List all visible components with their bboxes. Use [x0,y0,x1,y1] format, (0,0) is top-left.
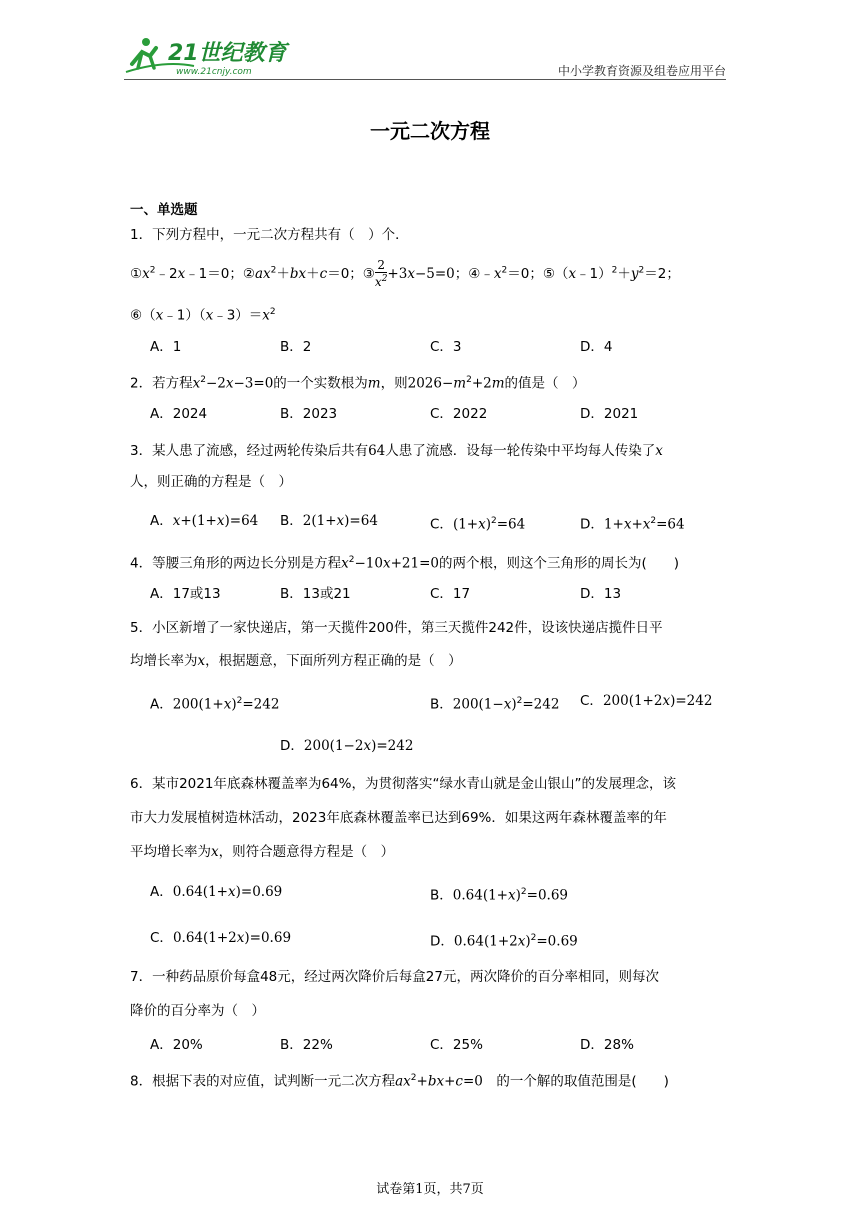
q3-option-b[interactable]: B．2(1+x)=64 [280,513,378,529]
header-divider [124,79,726,80]
q5-option-a[interactable]: A．$200(1+x)^2=242$ [150,696,280,713]
q7-option-b[interactable]: B．22% [280,1037,333,1053]
q7-option-d[interactable]: D．28% [580,1037,634,1053]
q5-stem-line1: 5．小区新增了一家快递店，第一天揽件200件，第三天揽件242件，设该快递店揽件日平 [130,620,663,636]
q1-option-d[interactable]: D．4 [580,339,613,355]
q8-stem: 8．根据下表的对应值，试判断一元二次方程$ax^2+bx+c=0$ 的一个解的取值范围是( ) [130,1073,669,1090]
q6-option-c[interactable]: C．0.64(1+2x)=0.69 [150,930,292,946]
q6-option-d[interactable]: D．$0.64(1+2x)^2=0.69$ [430,933,578,950]
q2-option-d[interactable]: D．2021 [580,406,639,422]
q7-stem-line2: 降价的百分率为（ ） [130,1003,265,1019]
q3-option-a[interactable]: A．x+(1+x)=64 [150,513,259,529]
q5-option-c[interactable]: C．200(1+2x)=242 [580,693,713,709]
q5-option-b[interactable]: B．$200(1-x)^2=242$ [430,696,560,713]
q5-option-d[interactable]: D．200(1−2x)=242 [280,738,414,754]
q6-stem-line1: 6．某市2021年底森林覆盖率为64%，为贯彻落实“绿水青山就是金山银山”的发展理念，该 [130,776,676,792]
q4-option-d[interactable]: D．13 [580,586,622,602]
q4-stem: 4．等腰三角形的两边长分别是方程$x^2-10x+21=0$的两个根，则这个三角形的周长为( ) [130,555,680,572]
q1-option-c[interactable]: C．3 [430,339,462,355]
q4-option-c[interactable]: C．17 [430,586,471,602]
q3-stem-line1: 3．某人患了流感，经过两轮传染后共有64人患了流感．设每一轮传染中平均每人传染了x [130,443,663,459]
page-title: 一元二次方程 [370,119,490,143]
q7-option-a[interactable]: A．20% [150,1037,203,1053]
site-logo [124,34,294,78]
q3-option-c[interactable]: C．$(1+x)^2=64$ [430,516,526,533]
logo-text: 21世纪教育 [168,41,287,66]
q2-option-b[interactable]: B．2023 [280,406,338,422]
q3-stem-line2: 人，则正确的方程是（ ） [130,474,292,490]
q1-option-a[interactable]: A．1 [150,339,182,355]
q6-option-a[interactable]: A．0.64(1+x)=0.69 [150,884,283,900]
q7-option-c[interactable]: C．25% [430,1037,483,1053]
q1-equations-line2: $⑥(x﹣1)(x﹣3)=x^2$ [130,307,276,324]
page-footer: 试卷第1页，共7页 [376,1182,484,1197]
q6-option-b[interactable]: B．$0.64(1+x)^2=0.69$ [430,887,569,904]
q7-stem-line1: 7．一种药品原价每盒48元，经过两次降价后每盒27元，两次降价的百分率相同，则每次 [130,969,659,985]
q5-stem-line2: 均增长率为x，根据题意，下面所列方程正确的是（ ） [130,653,462,669]
q3-option-d[interactable]: D．$1+x+x^2=64$ [580,516,685,533]
q6-stem-line3: 平均增长率为x，则符合题意得方程是（ ） [130,844,395,860]
q2-option-a[interactable]: A．2024 [150,406,208,422]
q2-option-c[interactable]: C．2022 [430,406,488,422]
q4-option-a[interactable]: A．17或13 [150,586,221,602]
q4-option-b[interactable]: B．13或21 [280,586,351,602]
logo-url: www.21cnjy.com [176,67,252,77]
q1-equations-line1: $①x^2﹣2x﹣1=0$；$②ax^2+bx+c=0$；③ $\frac{2}{x^2}$ +3x−5=0；$④﹣x^2=0$；$⑤(x﹣1)^2+y^2=2$； [130,258,680,289]
section-heading: 一、单选题 [130,202,198,218]
q1-option-b[interactable]: B．2 [280,339,312,355]
q1-stem: 1．下列方程中，一元二次方程共有（ ）个． [130,227,409,243]
platform-name: 中小学教育资源及组卷应用平台 [557,64,726,78]
q6-stem-line2: 市大力发展植树造林活动，2023年底森林覆盖率已达到69%．如果这两年森林覆盖率的年 [130,810,667,826]
q2-stem: 2．若方程$x^2-2x-3=0$的一个实数根为m，则$2026-m^2+2m$的值是（ ） [130,375,586,392]
